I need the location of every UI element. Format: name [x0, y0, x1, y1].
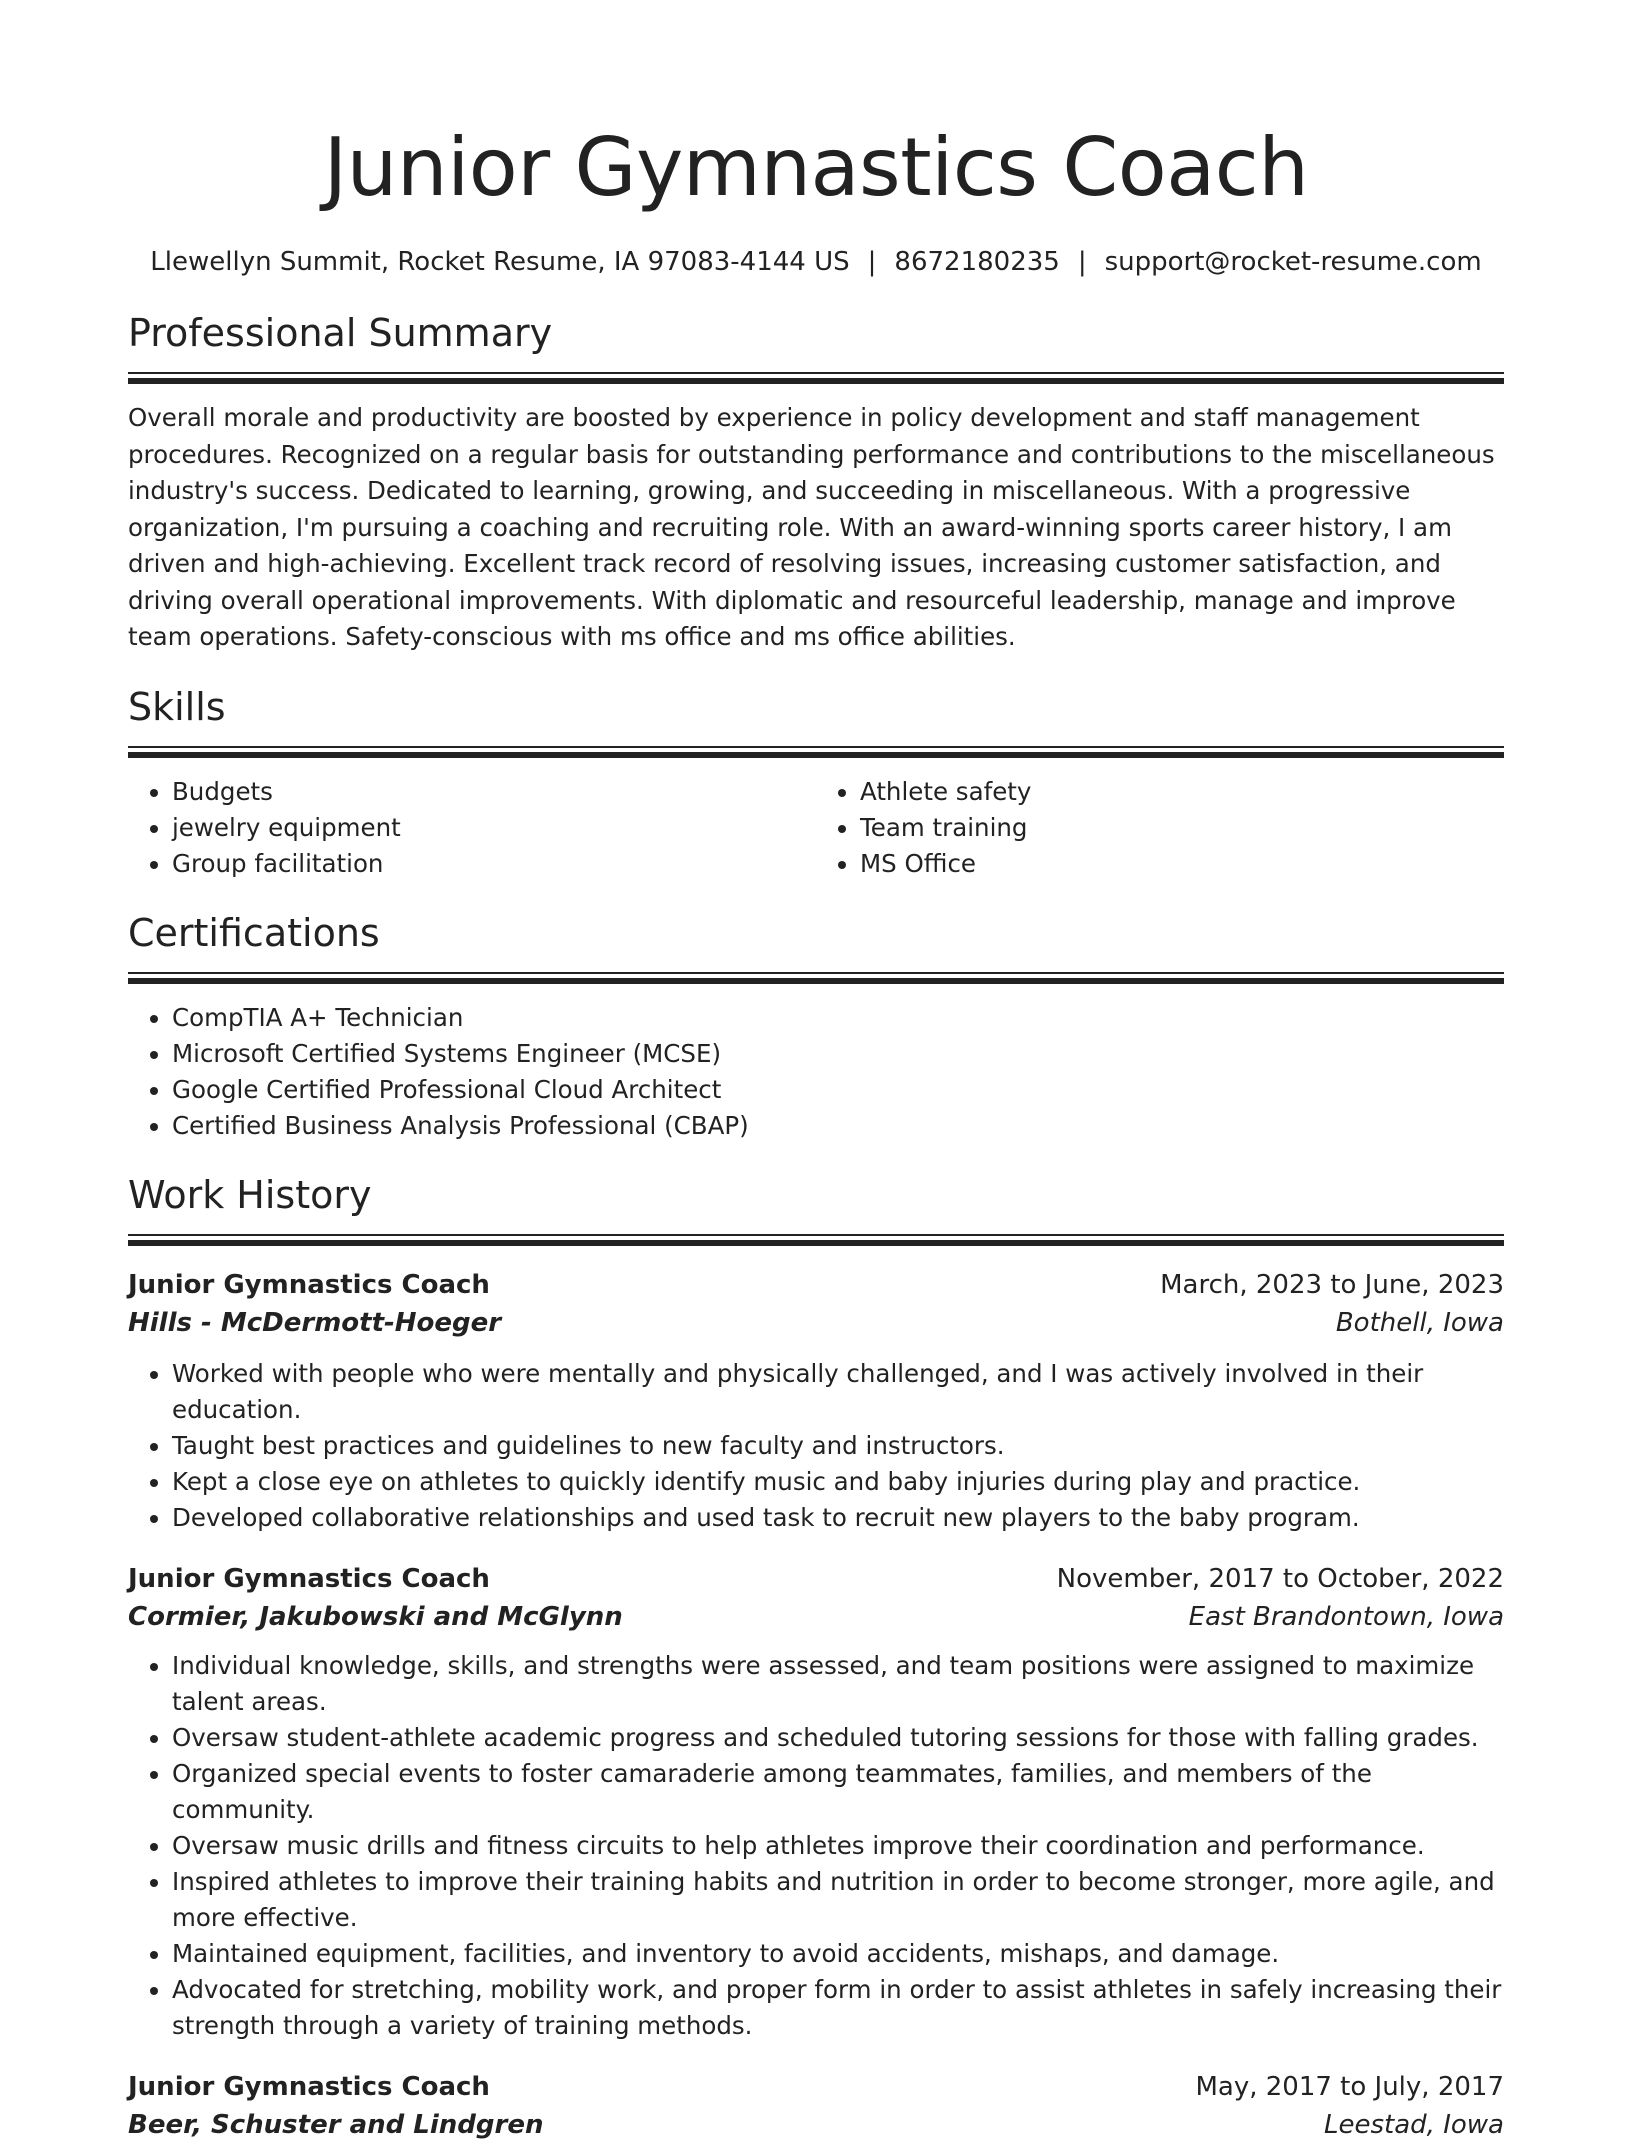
skill-item: • Athlete safety	[860, 774, 1504, 810]
certification-item: • CompTIA A+ Technician	[172, 1000, 1504, 1036]
job-title: Junior Gymnastics Coach	[128, 1563, 490, 1594]
job-entry	[128, 1560, 1504, 2044]
section-divider	[128, 1234, 1504, 1248]
job-title: Junior Gymnastics Coach	[128, 2071, 490, 2102]
job-subheader	[128, 1598, 1504, 1636]
summary-text: Overall morale and productivity are boosted by experience in policy development and staff management procedures. Recognized on a regular basis for outstanding performance and contributions to the miscellaneous industry's success. Dedicated to learning, growing, and succeeding in miscellaneous. With a progressive organization, I'm pursuing a coaching and recruiting role. With an award-winning sports career history, I am driven and high-achieving. Excellent track record of resolving issues, increasing customer satisfaction, and driving overall operational improvements. With diplomatic and resourceful leadership, manage and improve team operations. Safety-conscious with ms office and ms office abilities.	[128, 403, 1495, 651]
section-divider	[128, 746, 1504, 760]
job-bullet: • Individual knowledge, skills, and strengths were assessed, and team positions were assigned to maximize talent areas.	[172, 1648, 1504, 1720]
job-bullet: • Oversaw student-athlete academic progress and scheduled tutoring sessions for those with falling grades.	[172, 1720, 1504, 1756]
contact-address: Llewellyn Summit, Rocket Resume, IA 97083-4144 US	[150, 247, 850, 277]
job-dates: May, 2017 to July, 2017	[1195, 2071, 1504, 2102]
skills-columns	[128, 774, 1504, 882]
job-bullet: • Worked with people who were mentally and physically challenged, and I was actively involved in their education.	[172, 1356, 1504, 1428]
skill-item: • Group facilitation	[172, 846, 816, 882]
job-dates: November, 2017 to October, 2022	[1056, 1563, 1504, 1594]
section-title-summary: Professional Summary	[128, 311, 553, 355]
certifications-list	[128, 1000, 1504, 1144]
certifications-section	[128, 908, 1504, 1144]
section-divider	[128, 372, 1504, 386]
contact-separator: |	[867, 247, 877, 277]
summary-section	[128, 308, 1504, 656]
job-bullet: • Kept a close eye on athletes to quickly identify music and baby injuries during play and practice.	[172, 1464, 1504, 1500]
job-subheader	[128, 2106, 1504, 2144]
job-location: Bothell, Iowa	[1335, 1307, 1504, 1338]
certification-item: • Microsoft Certified Systems Engineer (MCSE)	[172, 1036, 1504, 1072]
section-title-certifications: Certifications	[128, 910, 380, 955]
job-header	[128, 1560, 1504, 1598]
job-bullet: • Advocated for stretching, mobility work, and proper form in order to assist athletes in safely increasing their strength through a variety of training methods.	[172, 1972, 1504, 2044]
section-title-skills: Skills	[128, 684, 226, 729]
resume-name: Junior Gymnastics Coach	[323, 121, 1309, 214]
skill-item: • jewelry equipment	[172, 810, 816, 846]
job-company: Hills - McDermott-Hoeger	[128, 1307, 502, 1338]
job-entry	[128, 1266, 1504, 1536]
contact-email[interactable]: support@rocket-resume.com	[1104, 247, 1482, 277]
job-bullet: • Maintained equipment, facilities, and inventory to avoid accidents, mishaps, and damage.	[172, 1936, 1504, 1972]
job-dates: March, 2023 to June, 2023	[1160, 1269, 1504, 1300]
skills-list-left	[128, 774, 816, 882]
job-bullet: • Taught best practices and guidelines to new faculty and instructors.	[172, 1428, 1504, 1464]
certification-item: • Google Certified Professional Cloud Architect	[172, 1072, 1504, 1108]
skill-item: • Team training	[860, 810, 1504, 846]
job-entry	[128, 2068, 1504, 2144]
resume-page	[128, 112, 1504, 2144]
job-bullet: • Developed collaborative relationships and used task to recruit new players to the baby program.	[172, 1500, 1504, 1536]
contact-separator: |	[1077, 247, 1087, 277]
job-bullet: • Organized special events to foster camaraderie among teammates, families, and members of the community.	[172, 1756, 1504, 1828]
job-company: Cormier, Jakubowski and McGlynn	[128, 1601, 623, 1632]
job-bullets	[128, 1356, 1504, 1536]
job-bullet: • Inspired athletes to improve their training habits and nutrition in order to become stronger, more agile, and more effective.	[172, 1864, 1504, 1936]
job-title: Junior Gymnastics Coach	[128, 1269, 490, 1300]
certification-item: • Certified Business Analysis Professional (CBAP)	[172, 1108, 1504, 1144]
job-company: Beer, Schuster and Lindgren	[128, 2109, 544, 2140]
section-divider	[128, 972, 1504, 986]
contact-line	[128, 244, 1504, 280]
job-location: East Brandontown, Iowa	[1188, 1601, 1504, 1632]
job-subheader	[128, 1304, 1504, 1342]
job-bullet: • Oversaw music drills and fitness circuits to help athletes improve their coordination and performance.	[172, 1828, 1504, 1864]
job-location: Leestad, Iowa	[1324, 2109, 1504, 2140]
skill-item: • MS Office	[860, 846, 1504, 882]
job-header	[128, 2068, 1504, 2106]
skills-list-right	[816, 774, 1504, 882]
contact-phone: 8672180235	[894, 247, 1060, 277]
work-history-section	[128, 1170, 1504, 2144]
skills-section	[128, 682, 1504, 882]
job-header	[128, 1266, 1504, 1304]
skill-item: • Budgets	[172, 774, 816, 810]
job-bullets	[128, 1648, 1504, 2044]
section-title-work-history: Work History	[128, 1172, 372, 1217]
